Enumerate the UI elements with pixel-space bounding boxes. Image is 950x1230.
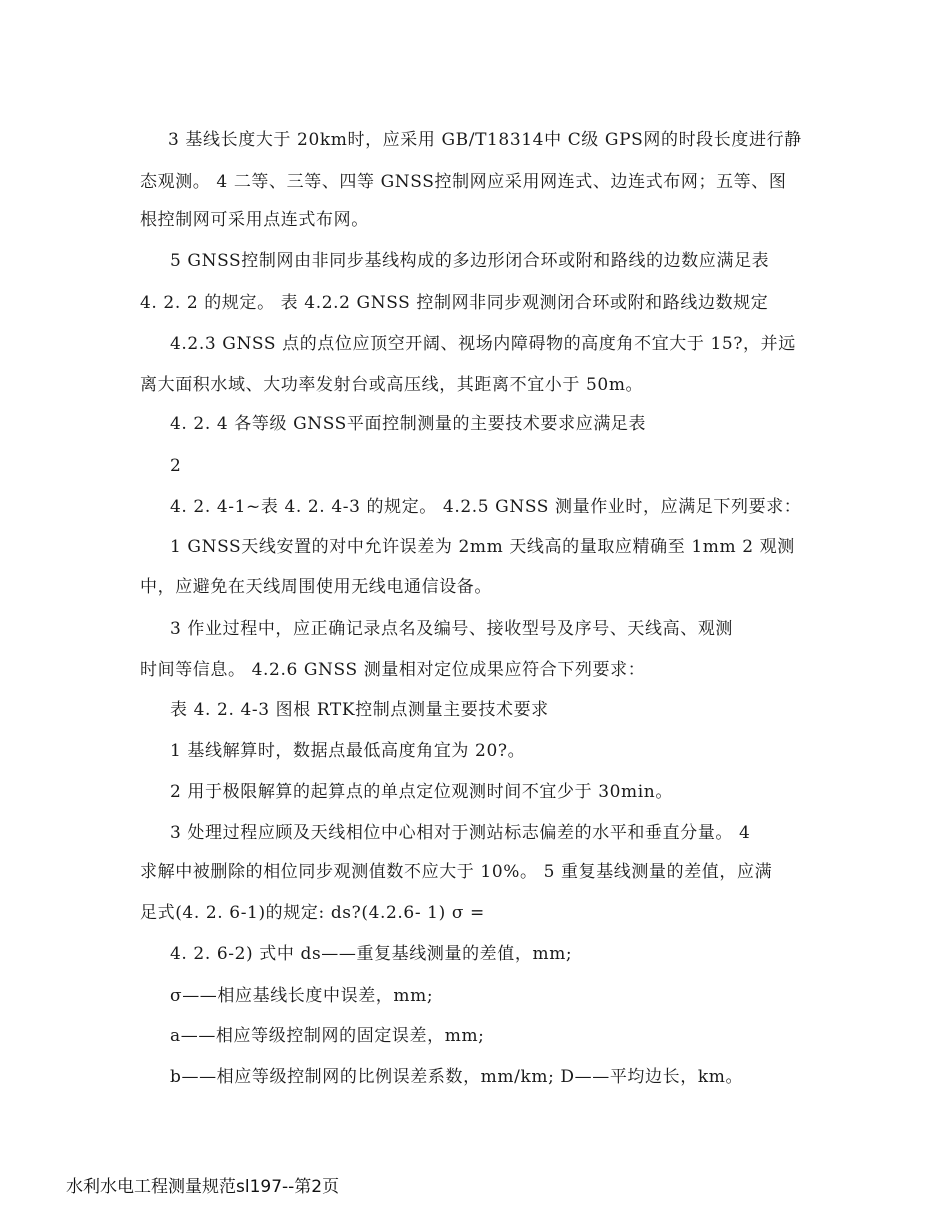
text-line-14: 时间等信息。 4.2.6 GNSS 测量相对定位成果应符合下列要求：: [140, 660, 646, 680]
text-line-10: 4. 2. 4-1~表 4. 2. 4-3 的规定。 4.2.5 GNSS 测量作业时，应满足下列要求：: [170, 497, 802, 517]
text-line-12: 中，应避免在天线周围使用无线电通信设备。: [140, 577, 492, 597]
text-line-18: 3 处理过程应顾及天线相位中心相对于测站标志偏差的水平和垂直分量。 4: [170, 823, 751, 843]
text-line-5: 4. 2. 2 的规定。 表 4.2.2 GNSS 控制网非同步观测闭合环或附和路线边数规定: [140, 293, 769, 313]
text-line-13: 3 作业过程中，应正确记录点名及编号、接收型号及序号、天线高、观测: [170, 619, 734, 639]
text-line-3: 根控制网可采用点连式布网。: [140, 210, 369, 230]
text-line-9: 2: [170, 456, 182, 476]
text-line-22: σ——相应基线长度中误差，mm;: [170, 986, 434, 1006]
text-line-21: 4. 2. 6-2) 式中 ds——重复基线测量的差值，mm;: [170, 944, 573, 964]
text-line-7: 离大面积水域、大功率发射台或高压线，其距离不宜小于 50m。: [140, 375, 644, 395]
text-line-23: a——相应等级控制网的固定误差，mm;: [170, 1026, 485, 1046]
text-line-6: 4.2.3 GNSS 点的点位应顶空开阔、视场内障碍物的高度角不宜大于 15?，并远: [170, 334, 796, 354]
text-line-4: 5 GNSS控制网由非同步基线构成的多边形闭合环或附和路线的边数应满足表: [170, 251, 770, 271]
text-line-24: b——相应等级控制网的比例误差系数，mm/km; D——平均边长，km。: [170, 1067, 744, 1087]
text-line-17: 2 用于极限解算的起算点的单点定位观测时间不宜少于 30min。: [170, 782, 673, 802]
text-line-16: 1 基线解算时，数据点最低高度角宜为 20?。: [170, 741, 526, 761]
text-line-20: 足式(4. 2. 6-1)的规定: ds?(4.2.6- 1) σ =: [140, 903, 485, 923]
text-line-2: 态观测。 4 二等、三等、四等 GNSS控制网应采用网连式、边连式布网；五等、图: [140, 172, 787, 192]
page-footer: 水利水电工程测量规范sl197--第2页: [66, 1177, 340, 1197]
text-line-11: 1 GNSS天线安置的对中允许误差为 2mm 天线高的量取应精确至 1mm 2 观测: [170, 537, 795, 557]
text-line-8: 4. 2. 4 各等级 GNSS平面控制测量的主要技术要求应满足表: [170, 414, 647, 434]
text-line-19: 求解中被删除的相位同步观测值数不应大于 10%。 5 重复基线测量的差值，应满: [140, 862, 773, 882]
text-line-1: 3 基线长度大于 20km时，应采用 GB/T18314中 C级 GPS网的时段长度进行静: [168, 130, 802, 150]
text-line-15: 表 4. 2. 4-3 图根 RTK控制点测量主要技术要求: [170, 700, 549, 720]
